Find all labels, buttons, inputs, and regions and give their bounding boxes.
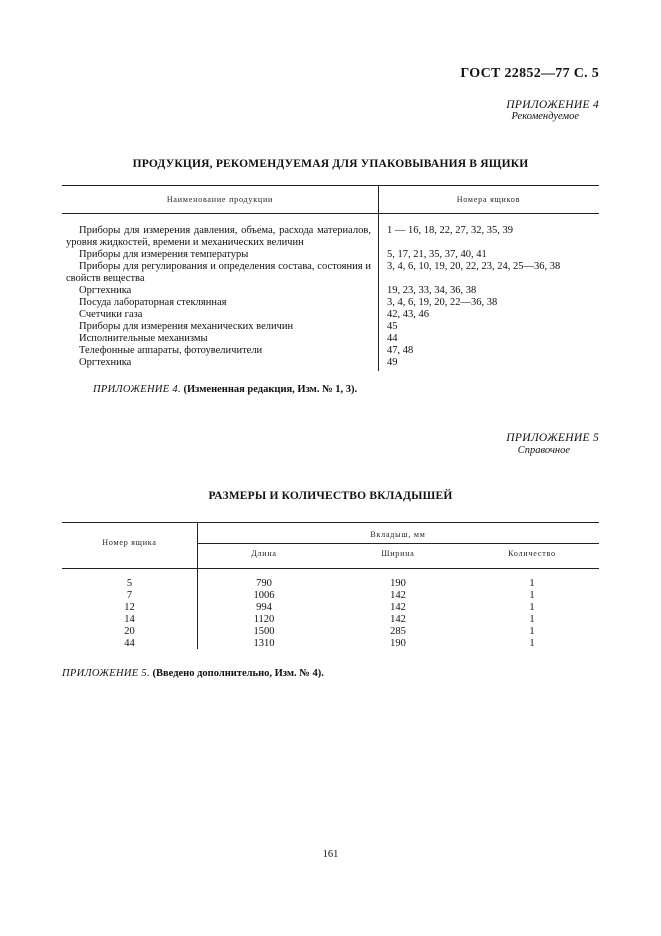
width-cell: 142 [390, 602, 406, 613]
appendix-5-note-ref: ПРИЛОЖЕНИЕ 5. [62, 668, 150, 679]
document-header: ГОСТ 22852—77 С. 5 [460, 66, 599, 81]
boxes-cell: 47, 48 [387, 345, 414, 356]
length-cell: 1310 [253, 638, 275, 649]
table-1-header-boxes: Номера ящиков [456, 195, 521, 204]
box-number-cell: 5 [126, 578, 133, 589]
product-cell: Приборы для измерения механических величин [79, 321, 294, 332]
table-1-header-rule [62, 213, 599, 214]
boxes-cell: 44 [387, 333, 398, 344]
product-cell: Телефонные аппараты, фотоувеличители [79, 345, 263, 356]
table-2-header-qty: Количество [508, 549, 556, 558]
appendix-5-heading: РАЗМЕРЫ И КОЛИЧЕСТВО ВКЛАДЫШЕЙ [208, 490, 453, 502]
boxes-cell: 49 [387, 357, 398, 368]
table-2-header-rule [62, 568, 599, 569]
appendix-4-note-text: (Измененная редакция, Изм. № 1, 3). [183, 384, 358, 395]
appendix-4-status: Рекомендуемое [511, 111, 579, 122]
boxes-cell: 3, 4, 6, 19, 20, 22—36, 38 [387, 297, 498, 308]
appendix-4-heading: ПРОДУКЦИЯ, РЕКОМЕНДУЕМАЯ ДЛЯ УПАКОВЫВАНИЯ В ЯЩИКИ [132, 158, 529, 170]
product-cell: Приборы для измерения давления, объема, расхода материалов, уровня жидкостей, времени и механических величин [66, 225, 371, 248]
width-cell: 285 [390, 626, 406, 637]
length-cell: 1500 [253, 626, 275, 637]
appendix-5-note-text: (Введено дополнительно, Изм. № 4). [152, 668, 324, 679]
appendix-5-note [62, 668, 324, 679]
length-cell: 790 [256, 578, 272, 589]
qty-cell: 1 [529, 578, 535, 589]
table-2-header-length: Длина [251, 549, 277, 558]
boxes-cell: 3, 4, 6, 10, 19, 20, 22, 23, 24, 25—36, 38 [387, 261, 561, 272]
product-cell: Оргтехника [79, 357, 132, 368]
table-1-header-product: Наименование продукции [166, 195, 274, 204]
appendix-4-note [93, 384, 357, 395]
appendix-4-title: ПРИЛОЖЕНИЕ 4 [506, 99, 599, 111]
table-2-header-box: Номер ящика [102, 538, 157, 547]
table-2-top-rule [62, 522, 599, 523]
appendix-5-status: Справочное [517, 445, 570, 456]
boxes-cell: 42, 43, 46 [387, 309, 429, 320]
appendix-5-title: ПРИЛОЖЕНИЕ 5 [506, 432, 599, 444]
width-cell: 142 [390, 614, 406, 625]
box-number-cell: 14 [124, 614, 135, 625]
qty-cell: 1 [529, 614, 535, 625]
qty-cell: 1 [529, 626, 535, 637]
appendix-4-note-ref: ПРИЛОЖЕНИЕ 4. [93, 384, 181, 395]
length-cell: 1120 [253, 614, 275, 625]
product-cell: Оргтехника [79, 285, 132, 296]
table-2-subheader-rule [197, 543, 599, 544]
qty-cell: 1 [529, 638, 535, 649]
width-cell: 142 [390, 590, 406, 601]
length-cell: 994 [256, 602, 272, 613]
box-number-cell: 12 [124, 602, 135, 613]
box-number-cell: 44 [124, 638, 135, 649]
table-1-top-rule [62, 185, 599, 186]
product-cell: Исполнительные механизмы [79, 333, 208, 344]
width-cell: 190 [390, 578, 406, 589]
boxes-cell: 5, 17, 21, 35, 37, 40, 41 [387, 249, 487, 260]
width-cell: 190 [390, 638, 406, 649]
box-number-cell: 20 [124, 626, 135, 637]
product-cell: Посуда лабораторная стеклянная [79, 297, 227, 308]
boxes-cell: 45 [387, 321, 398, 332]
qty-cell: 1 [529, 602, 535, 613]
length-cell: 1006 [253, 590, 275, 601]
qty-cell: 1 [529, 590, 535, 601]
table-2-header-width: Ширина [381, 549, 415, 558]
page-number: 161 [322, 849, 339, 860]
table-2-header-group: Вкладыш, мм [370, 530, 426, 539]
product-cell: Счетчики газа [79, 309, 143, 320]
product-cell: Приборы для регулирования и определения состава, состояния и свойств вещества [66, 261, 371, 284]
boxes-cell: 19, 23, 33, 34, 36, 38 [387, 285, 477, 296]
product-cell: Приборы для измерения температуры [79, 249, 249, 260]
box-number-cell: 7 [126, 590, 133, 601]
boxes-cell: 1 — 16, 18, 22, 27, 32, 35, 39 [387, 225, 513, 236]
